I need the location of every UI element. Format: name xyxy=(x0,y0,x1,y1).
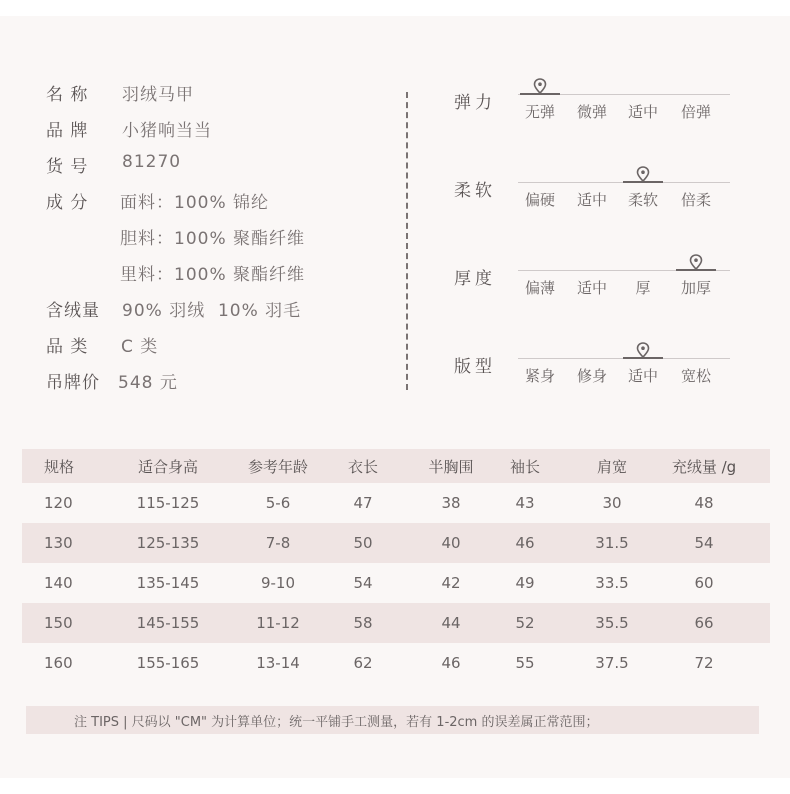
scale-title: 柔软 xyxy=(454,181,496,201)
scale-2 xyxy=(454,264,744,324)
table-cell: 150 xyxy=(44,614,73,632)
table-cell: 115-125 xyxy=(136,494,200,512)
scale-option: 微弹 xyxy=(576,103,607,121)
spec-value: C 类 xyxy=(121,337,159,357)
table-cell: 38 xyxy=(441,494,461,512)
scale-option: 适中 xyxy=(576,191,607,209)
spec-value: 81270 xyxy=(122,152,182,172)
spec-row xyxy=(46,188,376,212)
spec-label: 名 称 xyxy=(46,85,89,105)
spec-value: 548 元 xyxy=(118,373,178,393)
table-cell: 49 xyxy=(515,574,535,592)
table-header-cell: 肩宽 xyxy=(596,457,627,476)
table-cell: 30 xyxy=(602,494,622,512)
scale-option: 偏薄 xyxy=(524,279,555,297)
scale-option: 无弹 xyxy=(524,103,555,121)
spec-row xyxy=(46,224,376,248)
spec-row xyxy=(46,368,376,392)
table-cell: 62 xyxy=(353,654,373,672)
spec-label: 吊牌价 xyxy=(46,373,100,393)
table-cell: 125-135 xyxy=(136,534,200,552)
table-cell: 11-12 xyxy=(256,614,300,632)
scale-option: 倍柔 xyxy=(680,191,711,209)
table-header-cell: 参考年龄 xyxy=(247,457,308,476)
table-cell: 60 xyxy=(694,574,714,592)
table-cell: 35.5 xyxy=(595,614,629,632)
scale-option: 紧身 xyxy=(524,367,555,385)
spec-label: 品 牌 xyxy=(46,121,89,141)
spec-label: 成 分 xyxy=(46,193,89,213)
table-cell: 33.5 xyxy=(595,574,629,592)
table-cell: 145-155 xyxy=(136,614,200,632)
table-cell: 55 xyxy=(515,654,535,672)
table-row xyxy=(22,563,770,603)
scale-title: 厚度 xyxy=(454,269,496,289)
scale-title: 版型 xyxy=(454,357,496,377)
table-cell: 9-10 xyxy=(260,574,296,592)
spec-row xyxy=(46,116,376,140)
table-header-cell: 规格 xyxy=(44,457,75,476)
table-header-cell: 半胸围 xyxy=(428,457,474,476)
table-cell: 52 xyxy=(515,614,535,632)
table-cell: 54 xyxy=(694,534,714,552)
table-cell: 58 xyxy=(353,614,373,632)
table-cell: 155-165 xyxy=(136,654,200,672)
tips-note: 注 TIPS | 尺码以 "CM" 为计算单位；统一平铺手工测量，若有 1-2cm 的误差属正常范围； xyxy=(26,706,759,734)
table-cell: 31.5 xyxy=(595,534,629,552)
table-header-cell: 衣长 xyxy=(347,457,378,476)
scale-option: 柔软 xyxy=(627,191,658,209)
table-row xyxy=(22,483,770,523)
spec-value: 胆料：100% 聚酯纤维 xyxy=(120,229,306,249)
scale-option: 适中 xyxy=(627,367,658,385)
table-row xyxy=(22,523,770,563)
spec-value: 里料：100% 聚酯纤维 xyxy=(120,265,306,285)
table-cell: 46 xyxy=(515,534,535,552)
spec-label: 含绒量 xyxy=(46,301,100,321)
scale-title: 弹力 xyxy=(454,93,496,113)
dashed-divider xyxy=(406,92,408,390)
spec-value: 小猪响当当 xyxy=(122,121,212,141)
spec-value: 羽绒马甲 xyxy=(122,85,194,105)
table-row xyxy=(22,643,770,683)
scale-option: 修身 xyxy=(576,367,607,385)
spec-row xyxy=(46,80,376,104)
table-cell: 66 xyxy=(694,614,714,632)
table-header-cell: 充绒量 /g xyxy=(671,457,737,476)
spec-row xyxy=(46,332,376,356)
table-cell: 120 xyxy=(44,494,73,512)
scale-1 xyxy=(454,176,744,236)
scale-3 xyxy=(454,352,744,412)
spec-value: 面料：100% 锦纶 xyxy=(120,193,270,213)
scale-option: 加厚 xyxy=(680,279,711,297)
scale-option: 宽松 xyxy=(680,367,711,385)
table-cell: 44 xyxy=(441,614,461,632)
scale-option: 倍弹 xyxy=(680,103,711,121)
table-cell: 140 xyxy=(44,574,73,592)
location-pin-icon xyxy=(636,166,650,182)
table-cell: 40 xyxy=(441,534,461,552)
spec-label: 货 号 xyxy=(46,157,89,177)
size-table xyxy=(22,449,770,683)
location-pin-icon xyxy=(636,342,650,358)
table-row xyxy=(22,603,770,643)
table-cell: 72 xyxy=(694,654,714,672)
spec-value: 90% 羽绒 10% 羽毛 xyxy=(122,301,302,321)
table-cell: 160 xyxy=(44,654,73,672)
table-cell: 46 xyxy=(441,654,461,672)
table-header-cell: 适合身高 xyxy=(137,457,198,476)
scale-option: 适中 xyxy=(627,103,658,121)
table-header-cell: 袖长 xyxy=(509,457,540,476)
table-cell: 5-6 xyxy=(265,494,291,512)
spec-label: 品 类 xyxy=(46,337,89,357)
table-cell: 48 xyxy=(694,494,714,512)
table-cell: 13-14 xyxy=(256,654,300,672)
table-cell: 42 xyxy=(441,574,461,592)
spec-row xyxy=(46,260,376,284)
table-cell: 135-145 xyxy=(136,574,200,592)
table-cell: 54 xyxy=(353,574,373,592)
location-pin-icon xyxy=(533,78,547,94)
location-pin-icon xyxy=(689,254,703,270)
scale-option: 偏硬 xyxy=(524,191,555,209)
table-cell: 43 xyxy=(515,494,535,512)
scale-option: 厚 xyxy=(635,279,651,297)
scale-option: 适中 xyxy=(576,279,607,297)
table-cell: 130 xyxy=(44,534,73,552)
table-header-row xyxy=(22,449,770,483)
table-cell: 50 xyxy=(353,534,373,552)
spec-row xyxy=(46,296,376,320)
table-cell: 47 xyxy=(353,494,373,512)
scale-0 xyxy=(454,88,744,148)
table-cell: 7-8 xyxy=(265,534,291,552)
spec-row xyxy=(46,152,376,176)
table-cell: 37.5 xyxy=(595,654,629,672)
